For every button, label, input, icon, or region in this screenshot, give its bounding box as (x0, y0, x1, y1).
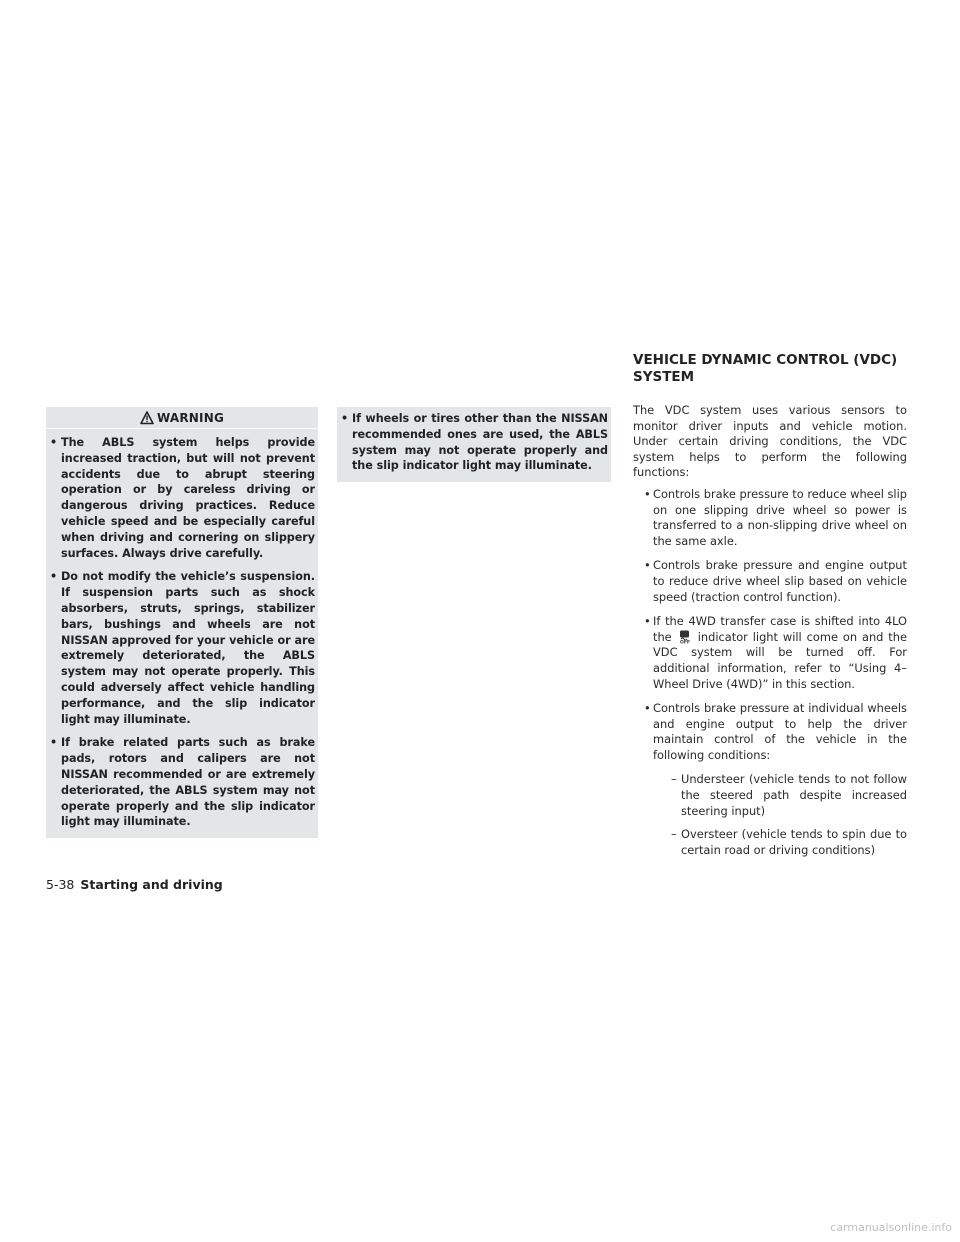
warning-list (46, 429, 318, 830)
warning-item: • If wheels or tires other than the NISSAN recommended ones are used, the ABLS system may not operate properly and the slip indicator light may illuminate. (341, 412, 608, 473)
condition-item: – Understeer (vehicle tends to not follow the steered path despite increased steering input) (671, 772, 907, 818)
condition-list (653, 772, 907, 858)
warning-item: • Do not modify the vehicle’s suspension. If suspension parts such as shock absorbers, struts, springs, stabilizer bars, bushings and wheels are not NISSAN approved for your vehicle or are extremely deteriorated, the ABLS system may not operate properly. This could adversely affect vehicle handling performance, and the slip indicator light may illuminate. (50, 570, 315, 726)
warning-list (337, 407, 611, 474)
warning-triangle-icon (140, 411, 154, 425)
page-number: 5-38 (46, 877, 75, 892)
function-item: • If the 4WD transfer case is shifted into 4LO the OFF indicator light will come on and the VDC system will be turned off. For additional information, refer to “Using 4–Wheel Drive (4WD)” in this section. (644, 614, 907, 691)
warning-item: • If brake related parts such as brake pads, rotors and calipers are not NISSAN recommended or are extremely deteriorated, the ABLS system may not operate properly and the slip indicator light may illuminate. (50, 736, 315, 829)
page-footer (46, 877, 223, 892)
function-list (633, 487, 907, 858)
section-title: VEHICLE DYNAMIC CONTROL (VDC) SYSTEM (633, 352, 898, 385)
svg-text:OFF: OFF (679, 640, 690, 644)
vdc-off-icon (672, 630, 698, 644)
function-item: • Controls brake pressure to reduce wheel slip on one slipping drive wheel so power is transferred to a non-slipping drive wheel on the same axle. (644, 486, 907, 548)
condition-item: – Oversteer (vehicle tends to spin due to certain road or driving conditions) (671, 827, 907, 857)
function-item: • Controls brake pressure and engine output to reduce drive wheel slip based on vehicle speed (traction control function). (644, 558, 907, 604)
warning-item: • The ABLS system helps provide increased traction, but will not prevent accidents due to abrupt steering operation or by careless driving or dangerous driving practices. Reduce vehicle speed and be especially careful when driving and cornering on slippery surfaces. Always drive carefully. (50, 436, 315, 560)
warning-box-left (46, 407, 318, 838)
warning-header (46, 407, 318, 429)
warning-box-right (337, 407, 611, 482)
footer-section-title: Starting and driving (80, 877, 223, 892)
function-item: • Controls brake pressure at individual wheels and engine output to help the driver maintain control of the vehicle in the following conditions: – Understeer (vehicle tends to not follow the steered path despite increased steering input) – Oversteer (vehicle tends to spin due to certain road or driving conditions) (644, 701, 907, 857)
warning-label: WARNING (156, 410, 225, 425)
section-body (633, 403, 907, 867)
intro-paragraph: The VDC system uses various sensors to monitor driver inputs and vehicle motion. Under certain driving conditions, the VDC system helps to perform the following functions: (633, 403, 907, 480)
watermark: carmanualsonline.info (830, 1221, 952, 1234)
